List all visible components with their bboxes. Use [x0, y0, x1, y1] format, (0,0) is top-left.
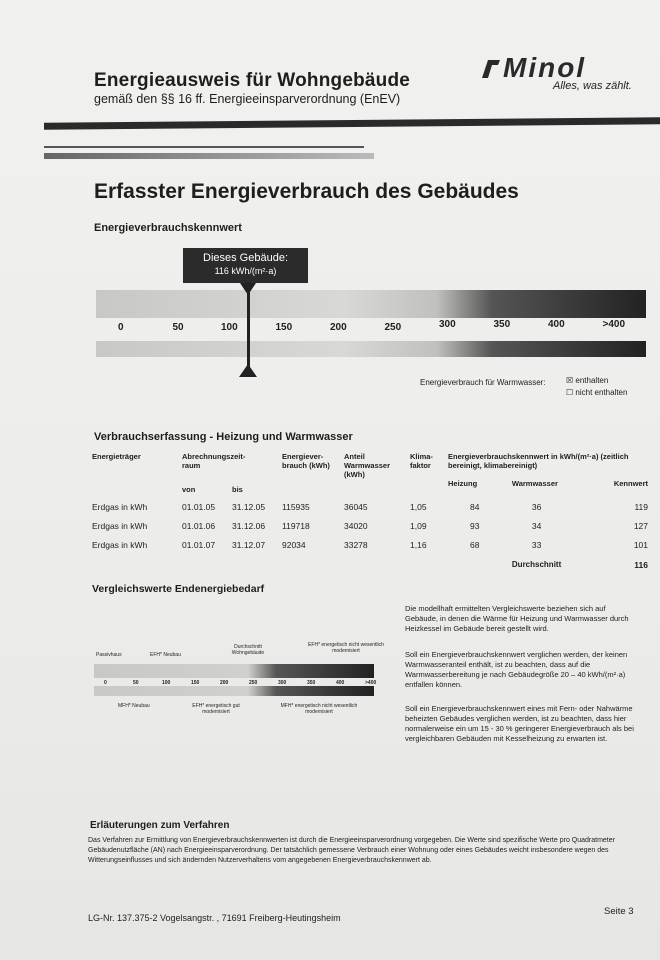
brand-logo: Minol: [503, 52, 587, 83]
building-marker-arrow-bottom: [239, 364, 257, 377]
consumption-heading: Verbrauchserfassung - Heizung und Warmwasser: [94, 431, 353, 443]
scale-label: 100: [221, 322, 238, 333]
comparison-scale-label: 200: [220, 680, 229, 686]
cell-from: 01.01.06: [182, 521, 216, 531]
cell-climate: 1,05: [410, 502, 427, 512]
cell-to: 31.12.07: [232, 540, 266, 550]
col-consumption: Energiever- brauch (kWh): [282, 452, 330, 470]
cell-warmwater: 34: [531, 521, 542, 531]
building-marker-line: [247, 283, 250, 373]
checkbox-checked-icon: ☒: [566, 376, 574, 385]
cell-ww: 36045: [344, 502, 368, 512]
cell-carrier: Erdgas in kWh: [92, 502, 148, 512]
cell-consumption: 119718: [282, 521, 310, 531]
average-row: [92, 550, 648, 570]
checkbox-unchecked-icon: ☐: [566, 388, 574, 397]
cell-carrier: Erdgas in kWh: [92, 540, 148, 550]
scale-label: 250: [384, 322, 402, 333]
label-passivhaus: Passivhaus: [96, 652, 122, 658]
comparison-scale-label: 50: [133, 680, 139, 686]
comparison-note-3: Soll ein Energieverbrauchskennwert eines mit Fern- oder Nahwärme beheizten Gebäudes verglichen werden, ist zu beachten, dass hier normalerweise ein um 15 - 30 % geringerer Energieverbrauch als bei vergleichbaren Gebäuden mit Kesselheizung zu erwarten ist.: [405, 704, 634, 743]
cell-ww: 33278: [344, 540, 368, 550]
scale-label: 0: [118, 322, 124, 333]
cell-to: 31.12.06: [232, 521, 266, 531]
document-subtitle: gemäß den §§ 16 ff. Energieeinsparverordnung (EnEV): [94, 92, 401, 106]
scale-label: 400: [548, 319, 565, 330]
comparison-heading: Vergleichswerte Endenergiebedarf: [92, 583, 265, 595]
warmwater-option-contained: ☒ enthalten: [566, 376, 609, 385]
consumption-table: [92, 452, 648, 570]
scale-label: 200: [330, 322, 347, 333]
table-row: [92, 512, 648, 531]
scale-label: 350: [493, 319, 511, 330]
building-value-callout: [183, 248, 308, 283]
header-rule: [44, 117, 660, 129]
cell-heating: 68: [470, 540, 480, 550]
col-climate: Klima- faktor: [410, 452, 433, 470]
warmwater-option-not-contained: ☐ nicht enthalten: [566, 388, 628, 397]
table-subheader-row: [92, 479, 648, 494]
comparison-scale-label: >400: [365, 680, 377, 686]
cell-heating: 84: [470, 502, 480, 512]
comparison-note-2: Soll ein Energieverbrauchskennwert verglichen werden, der keinen Warmwasseranteil enthält, ist zu beachten, dass auf die Warmwasserbereitung je nach Gebäudegröße 20 – 40 kWh/(m²·a) entfallen können.: [405, 650, 628, 689]
scale-label: 300: [439, 319, 456, 330]
col-heating: Heizung: [448, 479, 478, 488]
col-to: bis: [232, 485, 243, 494]
energy-scale-bar-top: [96, 290, 646, 318]
col-from: von: [182, 485, 196, 494]
page-number: Seite 3: [604, 906, 634, 917]
building-marker-arrow-top: [240, 283, 256, 295]
cell-ww: 34020: [344, 521, 368, 531]
cell-from: 01.01.07: [182, 540, 216, 550]
cell-climate: 1,16: [410, 540, 427, 550]
kennwert-heading: Energieverbrauchskennwert: [94, 222, 242, 234]
comparison-scale-label: 100: [162, 680, 171, 686]
table-row: [92, 494, 648, 512]
col-kennwert-group: Energieverbrauchskennwert in kWh/(m²·a) (zeitlich bereinigt, klimabereinigt): [448, 452, 629, 470]
cell-kennwert: 119: [634, 502, 648, 512]
average-value: 116: [634, 560, 648, 570]
divider-gradient: [44, 153, 374, 159]
cell-from: 01.01.05: [182, 502, 216, 512]
section-title: Erfasster Energieverbrauch des Gebäudes: [94, 180, 519, 203]
col-ww-share: Anteil Warmwasser (kWh): [344, 452, 390, 479]
table-row: [92, 531, 648, 550]
comparison-scale-label: 400: [336, 680, 345, 686]
comparison-scale-label: 300: [278, 680, 287, 686]
cell-warmwater: 33: [531, 540, 542, 550]
label-efh-not-modernised: EFH* energetisch nicht wesentlich modernisiert: [308, 642, 384, 654]
cell-heating: 93: [470, 521, 480, 531]
col-carrier: Energieträger: [92, 452, 141, 461]
cell-kennwert: 127: [633, 521, 648, 531]
col-warmwater: Warmwasser: [511, 479, 558, 488]
comparison-scale-label: 150: [191, 680, 200, 686]
scale-label: >400: [602, 319, 626, 330]
energy-scale-bar-bottom: [96, 341, 646, 357]
explanation-text: Das Verfahren zur Ermittlung von Energieverbrauchskennwerten ist durch die Energieeinsparverordnung vorgegeben. Die Werte sind spezifische Werte pro Quadratmeter Gebäudenutzfläche (AN) nach Energieeinsparverordnung. Der tatsächlich gemessene Verbrauch einer Wohnung oder eines Gebäudes weicht insbesondere wegen des Witterungseinflusses und sich ändernden Nutzerverhaltens vom angegebenen Energieverbrauchskennwert ab.: [88, 837, 615, 864]
comparison-scale-label: 250: [249, 680, 258, 686]
comparison-scale-bar-top: [94, 664, 374, 678]
footer-address: LG-Nr. 137.375-2 Vogelsangstr. , 71691 Freiberg-Heutingsheim: [88, 913, 341, 923]
cell-carrier: Erdgas in kWh: [92, 521, 148, 531]
cell-consumption: 92034: [282, 540, 306, 550]
cell-kennwert: 101: [633, 540, 648, 550]
cell-warmwater: 36: [531, 502, 542, 512]
minol-logo-icon: [478, 60, 500, 78]
comparison-scale-label: 350: [307, 680, 316, 686]
col-period: Abrechnungszeit- raum: [182, 452, 246, 470]
comparison-scale-label: 0: [104, 680, 107, 686]
comparison-scale-bar-bottom: [94, 686, 374, 696]
callout-label: Dieses Gebäude:: [203, 252, 288, 264]
average-label: Durchschnitt: [511, 560, 562, 569]
callout-value: 116 kWh/(m²·a): [214, 266, 277, 276]
label-efh-modernised: EFH* energetisch gut modernisiert: [192, 703, 240, 715]
scale-label: 150: [275, 322, 293, 333]
cell-consumption: 115935: [282, 502, 310, 512]
explanation-heading: Erläuterungen zum Verfahren: [90, 820, 230, 831]
divider-thin: [44, 146, 364, 148]
label-mfh-neubau: MFH* Neubau: [118, 703, 150, 709]
brand-slogan: Alles, was zählt.: [553, 80, 632, 92]
cell-climate: 1,09: [410, 521, 427, 531]
label-mfh-not-modernised: MFH* energetisch nicht wesentlich modernisiert: [280, 703, 358, 715]
scale-label: 50: [172, 322, 184, 333]
label-average-building: Durchschnitt Wohngebäude: [231, 644, 265, 656]
col-kennwert: Kennwert: [613, 479, 648, 488]
warmwater-label: Energieverbrauch für Warmwasser:: [420, 378, 546, 387]
document-title: Energieausweis für Wohngebäude: [94, 70, 411, 91]
comparison-note-1: Die modellhaft ermittelten Vergleichswerte beziehen sich auf Gebäude, in denen die Wärme für Heizung und Warmwasser durch Heizkessel im Gebäude bereit gestellt wird.: [405, 604, 629, 633]
table-header-row: [92, 452, 648, 479]
label-efh-neubau: EFH* Neubau: [150, 652, 181, 658]
cell-to: 31.12.05: [232, 502, 266, 512]
